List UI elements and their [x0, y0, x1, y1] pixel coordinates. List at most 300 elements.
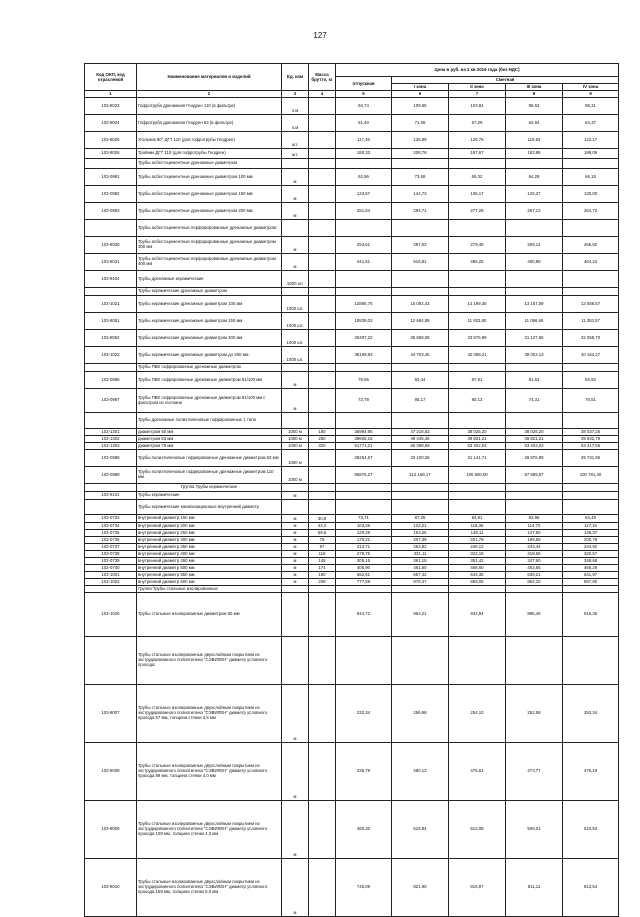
price-factory-cell: 10839,03: [336, 313, 392, 330]
price-zone3-cell: [506, 500, 563, 515]
price-factory-cell: [336, 484, 392, 492]
price-zone3-cell: 473,77: [506, 743, 563, 801]
code-cell: 103-8024: [85, 115, 137, 132]
unit-cell: м: [282, 743, 309, 801]
price-zone4-cell: 320,57: [563, 551, 619, 558]
code-cell: 103-8025: [85, 132, 137, 149]
name-cell: Тройник ДГТ 110 (для гофротрубы Геодрен): [137, 149, 282, 159]
price-zone1-cell: 66 398,59: [392, 443, 449, 450]
code-cell: 103-0733: [85, 515, 137, 523]
price-zone3-cell: [506, 413, 563, 429]
price-zone1-cell: 516,81: [392, 254, 449, 271]
code-cell: 103-0740: [85, 565, 137, 572]
mass-cell: [309, 159, 336, 169]
price-zone2-cell: 468,60: [449, 565, 506, 572]
table-row: [85, 586, 619, 593]
price-zone3-cell: 81,53: [506, 372, 563, 389]
name-cell: диаметром 75 мм: [137, 443, 282, 450]
price-factory-cell: 28264,67: [336, 450, 392, 467]
price-factory-cell: 117,46: [336, 132, 392, 149]
name-cell: Гофротруба дренажная Геодрен 110 (в фильтре): [137, 98, 282, 115]
mass-cell: [309, 801, 336, 859]
price-zone2-cell: 322,18: [449, 551, 506, 558]
table-row: [85, 288, 619, 296]
price-zone1-cell: [392, 586, 449, 593]
name-cell: Трубы керамические дренажные диаметром до 250 мм: [137, 347, 282, 364]
unit-cell: м: [282, 203, 309, 220]
code-cell: 103-8026: [85, 149, 137, 159]
price-zone2-cell: [449, 500, 506, 515]
price-zone3-cell: 64,29: [506, 169, 563, 186]
price-zone1-cell: 112 159,17: [392, 467, 449, 484]
name-cell: Трубы стальные изолированные диаметром 50 мм: [137, 593, 282, 637]
price-factory-cell: 435,79: [336, 743, 392, 801]
code-cell: 103-8007: [85, 685, 137, 743]
price-zone4-cell: 130,00: [563, 186, 619, 203]
price-zone1-cell: 15 092,43: [392, 296, 449, 313]
table-row: [85, 523, 619, 530]
price-zone4-cell: 40 154,27: [563, 347, 619, 364]
price-factory-cell: 103,26: [336, 523, 392, 530]
name-cell: Трубы ПВХ гофрированные дренажные диаметром 91/100 мм с фильтром из геоткани: [137, 389, 282, 413]
mass-cell: [309, 372, 336, 389]
price-factory-cell: [336, 288, 392, 296]
price-zone4-cell: 39 832,79: [563, 436, 619, 443]
price-zone4-cell: 64,37: [563, 115, 619, 132]
price-zone4-cell: 38 037,26: [563, 429, 619, 436]
code-cell: 103-0738: [85, 551, 137, 558]
code-cell: 103-8010: [85, 859, 137, 917]
code-cell: 103-1022: [85, 347, 137, 364]
mass-cell: [309, 237, 336, 254]
code-cell: 103-0986: [85, 372, 137, 389]
table-row: [85, 565, 619, 572]
unit-cell: м: [282, 565, 309, 572]
code-cell: 103-1002: [85, 579, 137, 586]
code-cell: 103-1302: [85, 436, 137, 443]
table-row: [85, 389, 619, 413]
price-zone1-cell: [392, 484, 449, 492]
name-cell: Трубы ПВХ гофрированные дренажные диаметром 91/100 мм: [137, 372, 282, 389]
mass-cell: 190: [309, 572, 336, 579]
price-factory-cell: 12886,76: [336, 296, 392, 313]
unit-cell: п.м: [282, 98, 309, 115]
table-row: [85, 593, 619, 637]
price-zone1-cell: 252,92: [392, 544, 449, 551]
price-zone4-cell: 813,54: [563, 859, 619, 917]
price-factory-cell: 95876,27: [336, 467, 392, 484]
price-factory-cell: 777,69: [336, 579, 392, 586]
header-factory: отпускная: [336, 77, 392, 91]
table-row: [85, 237, 619, 254]
name-cell: Трубы асбестоцементные дренажные диаметром 100 мм: [137, 169, 282, 186]
price-table: [84, 63, 619, 917]
name-cell: диаметром 50 мм: [137, 429, 282, 436]
price-zone4-cell: [563, 288, 619, 296]
mass-cell: 180: [309, 429, 336, 436]
price-factory-cell: 38199,93: [336, 347, 392, 364]
unit-cell: шт.: [282, 132, 309, 149]
price-factory-cell: [336, 413, 392, 429]
mass-cell: [309, 492, 336, 500]
name-cell: Группа Трубы стальные изолированные: [137, 586, 282, 593]
price-zone2-cell: 105 560,00: [449, 467, 506, 484]
table-row: [85, 271, 619, 288]
unit-cell: [282, 220, 309, 237]
price-factory-cell: 180,33: [336, 149, 392, 159]
mass-cell: [309, 149, 336, 159]
price-zone4-cell: [563, 271, 619, 288]
code-cell: 103-1301: [85, 429, 137, 436]
price-zone1-cell: 71,06: [392, 115, 449, 132]
price-factory-cell: 406,90: [336, 565, 392, 572]
name-cell: внутренний диаметр 400 мм: [137, 551, 282, 558]
table-row: [85, 579, 619, 586]
price-zone1-cell: 12 694,88: [392, 313, 449, 330]
unit-cell: шт.: [282, 149, 309, 159]
price-factory-cell: [336, 500, 392, 515]
unit-cell: 1000 шт: [282, 271, 309, 288]
unit-cell: п.м: [282, 115, 309, 132]
code-cell: 103-0987: [85, 389, 137, 413]
unit-cell: м: [282, 254, 309, 271]
mass-cell: 97: [309, 544, 336, 551]
mass-cell: [309, 859, 336, 917]
code-cell: [85, 220, 137, 237]
price-zone2-cell: 31 141,71: [449, 450, 506, 467]
name-cell: внутренний диаметр 500 мм: [137, 565, 282, 572]
price-factory-cell: [336, 364, 392, 372]
price-factory-cell: [336, 637, 392, 685]
unit-cell: м: [282, 186, 309, 203]
price-factory-cell: 213,71: [336, 544, 392, 551]
price-factory-cell: 51771,21: [336, 443, 392, 450]
code-cell: 103-8031: [85, 254, 137, 271]
price-zone3-cell: 119,83: [506, 132, 563, 149]
price-zone2-cell: 512,08: [449, 801, 506, 859]
table-row: [85, 572, 619, 579]
price-zone1-cell: 361,15: [392, 558, 449, 565]
mass-cell: [309, 98, 336, 115]
price-factory-cell: 72,78: [336, 389, 392, 413]
price-zone1-cell: 33 100,36: [392, 450, 449, 467]
mass-cell: [309, 500, 336, 515]
table-row: [85, 254, 619, 271]
table-row: [85, 515, 619, 523]
price-factory-cell: [336, 271, 392, 288]
price-factory-cell: 123,67: [336, 186, 392, 203]
code-cell: 103-1026: [85, 593, 137, 637]
mass-cell: [309, 330, 336, 347]
price-zone1-cell: 821,90: [392, 859, 449, 917]
table-row: [85, 500, 619, 515]
name-cell: Трубы асбестоцементные перфорированные дренажные диаметром 400 мм: [137, 254, 282, 271]
price-factory-cell: 562,61: [336, 572, 392, 579]
mass-cell: [309, 389, 336, 413]
unit-cell: м: [282, 537, 309, 544]
price-factory-cell: 253,61: [336, 237, 392, 254]
table-row: [85, 685, 619, 743]
name-cell: Трубы керамические канализационные внутренний диаметр: [137, 500, 282, 515]
price-zone4-cell: 148,37: [563, 530, 619, 537]
header-zone-4: IV зона: [563, 84, 619, 91]
table-row: [85, 530, 619, 537]
price-zone3-cell: 28 876,89: [506, 450, 563, 467]
name-cell: Трубы керамические дренажные диаметром: [137, 288, 282, 296]
price-zone3-cell: 38 026,20: [506, 429, 563, 436]
price-zone2-cell: [449, 288, 506, 296]
unit-cell: 1000 шт.: [282, 347, 309, 364]
price-zone4-cell: 475,19: [563, 743, 619, 801]
table-row: [85, 132, 619, 149]
name-cell: Угольник 90° ДГТ 110 (для гофротрубы Геодрен): [137, 132, 282, 149]
name-cell: Трубы стальные изолированные двухслойным покрытием из экструдированного полиэтилена "СЭВИЛЕН" диаметр условного прохода 108 мм, толщина стенки 4,0 мм: [137, 801, 282, 859]
price-zone3-cell: [506, 159, 563, 169]
name-cell: Гофротруба дренажная Геодрен 63 (в фильтре): [137, 115, 282, 132]
table-row: [85, 551, 619, 558]
price-zone2-cell: 486,25: [449, 254, 506, 271]
price-zone1-cell: [392, 159, 449, 169]
price-zone1-cell: [392, 220, 449, 237]
col-number: 4: [309, 91, 336, 98]
price-zone2-cell: 815,97: [449, 859, 506, 917]
price-zone1-cell: 144,73: [392, 186, 449, 203]
price-zone4-cell: 117,16: [563, 523, 619, 530]
name-cell: Трубы полиэтиленовые гофрированные дренажные диаметром 63 мм: [137, 450, 282, 467]
price-zone1-cell: [392, 500, 449, 515]
price-zone4-cell: 915,36: [563, 593, 619, 637]
header-zone-2: II зона: [449, 84, 506, 91]
price-zone2-cell: [449, 220, 506, 237]
name-cell: Трубы асбестоцементные перфорированные дренажные диаметром 300 мм: [137, 237, 282, 254]
code-cell: 103-1303: [85, 443, 137, 450]
price-zone4-cell: 99,31: [563, 98, 619, 115]
table-row: [85, 220, 619, 237]
header-unit: Ед. изм: [282, 64, 309, 91]
code-cell: [85, 413, 137, 429]
price-zone2-cell: 38 026,20: [449, 429, 506, 436]
price-zone3-cell: 252,59: [506, 685, 563, 743]
unit-cell: 1000 шт.: [282, 313, 309, 330]
price-zone1-cell: 73,68: [392, 169, 449, 186]
table-row: [85, 169, 619, 186]
price-zone3-cell: 243,44: [506, 544, 563, 551]
price-zone1-cell: 294,71: [392, 203, 449, 220]
code-cell: 103-0737: [85, 544, 137, 551]
column-number-row: [85, 91, 619, 98]
price-zone3-cell: [506, 220, 563, 237]
price-zone2-cell: [449, 492, 506, 500]
price-zone3-cell: 347,60: [506, 558, 563, 565]
unit-cell: 1000 м: [282, 450, 309, 467]
name-cell: Трубы дренажные керамические: [137, 271, 282, 288]
price-zone1-cell: 153,26: [392, 530, 449, 537]
code-cell: 103-0988: [85, 450, 137, 467]
unit-cell: м: [282, 389, 309, 413]
table-row: [85, 149, 619, 159]
code-cell: [85, 288, 137, 296]
table-row: [85, 450, 619, 467]
mass-cell: [309, 364, 336, 372]
price-zone3-cell: [506, 492, 563, 500]
name-cell: Трубы керамические дренажные диаметром 100 мм: [137, 296, 282, 313]
mass-cell: [309, 313, 336, 330]
price-zone2-cell: 39 821,21: [449, 436, 506, 443]
price-zone4-cell: [563, 500, 619, 515]
price-zone3-cell: [506, 484, 563, 492]
table-row: [85, 443, 619, 450]
price-zone2-cell: 254,10: [449, 685, 506, 743]
mass-cell: 145: [309, 558, 336, 565]
price-zone2-cell: 351,42: [449, 558, 506, 565]
price-zone4-cell: [563, 159, 619, 169]
code-cell: 103-8052: [85, 330, 137, 347]
table-row: [85, 296, 619, 313]
price-zone3-cell: 39 002,13: [506, 347, 563, 364]
table-row: [85, 186, 619, 203]
price-zone4-cell: 200,78: [563, 537, 619, 544]
price-zone1-cell: 480,13: [392, 743, 449, 801]
price-zone3-cell: 11 066,65: [506, 313, 563, 330]
name-cell: внутренний диаметр 350 мм: [137, 544, 282, 551]
header-mass: Масса брутто, кг: [309, 64, 336, 91]
price-zone1-cell: 878,47: [392, 579, 449, 586]
name-cell: Трубы стальные изолированные двухслойным покрытием из экструдированного полиэтилена "СЭВИЛЕН" диаметр условного прохода:: [137, 637, 282, 685]
name-cell: внутренний диаметр 200 мм: [137, 523, 282, 530]
mass-cell: 174: [309, 565, 336, 572]
price-zone1-cell: 297,03: [392, 237, 449, 254]
price-zone2-cell: 149,11: [449, 530, 506, 537]
price-zone4-cell: 76,51: [563, 389, 619, 413]
unit-cell: 1000 шт.: [282, 330, 309, 347]
header-zone-3: III зона: [506, 84, 563, 91]
code-cell: 103-0983: [85, 203, 137, 220]
mass-cell: [309, 450, 336, 467]
price-factory-cell: 94,74: [336, 98, 392, 115]
price-zone2-cell: 80,13: [449, 389, 506, 413]
price-zone2-cell: 932,94: [449, 593, 506, 637]
unit-cell: м: [282, 859, 309, 917]
table-row: [85, 372, 619, 389]
price-factory-cell: 73,71: [336, 515, 392, 523]
table-row: [85, 801, 619, 859]
mass-cell: [309, 271, 336, 288]
header-zone-1: I зона: [392, 84, 449, 91]
price-zone4-cell: 29 731,95: [563, 450, 619, 467]
price-zone2-cell: 201,78: [449, 537, 506, 544]
price-zone3-cell: 896,49: [506, 593, 563, 637]
table-row: [85, 413, 619, 429]
code-cell: 103-0739: [85, 558, 137, 565]
unit-cell: м: [282, 530, 309, 537]
price-zone3-cell: 257,13: [506, 203, 563, 220]
price-zone2-cell: 118,36: [449, 523, 506, 530]
price-factory-cell: 460,20: [336, 801, 392, 859]
col-number: 1: [85, 91, 137, 98]
name-cell: диаметром 63 мм: [137, 436, 282, 443]
table-row: [85, 537, 619, 544]
price-zone4-cell: 11 393,57: [563, 313, 619, 330]
price-zone3-cell: 811,11: [506, 859, 563, 917]
unit-cell: м: [282, 579, 309, 586]
name-cell: Трубы керамические: [137, 492, 282, 500]
price-factory-cell: 279,75: [336, 551, 392, 558]
code-cell: [85, 159, 137, 169]
code-cell: 103-8030: [85, 237, 137, 254]
price-zone4-cell: 510,53: [563, 801, 619, 859]
unit-cell: [282, 637, 309, 685]
price-zone4-cell: 466,29: [563, 565, 619, 572]
code-cell: [85, 637, 137, 685]
code-cell: 103-9101: [85, 492, 137, 500]
table-row: [85, 558, 619, 565]
unit-cell: [282, 586, 309, 593]
price-zone4-cell: 53 417,56: [563, 443, 619, 450]
name-cell: Группа Трубы керамические: [137, 484, 282, 492]
col-number: 6: [392, 91, 449, 98]
price-zone2-cell: 11 933,80: [449, 313, 506, 330]
price-zone2-cell: 69,32: [449, 169, 506, 186]
price-zone1-cell: [392, 492, 449, 500]
code-cell: 103-0982: [85, 186, 137, 203]
code-cell: 103-9104: [85, 271, 137, 288]
col-number: 8: [506, 91, 563, 98]
price-zone4-cell: 264,72: [563, 203, 619, 220]
price-zone4-cell: [563, 492, 619, 500]
header-price: Цена в руб. на 2 кв 2016 года (без НДС): [336, 64, 619, 77]
unit-cell: м: [282, 372, 309, 389]
price-zone3-cell: 199,59: [506, 537, 563, 544]
mass-cell: 30,9: [309, 515, 336, 523]
price-zone3-cell: [506, 586, 563, 593]
price-zone2-cell: [449, 364, 506, 372]
mass-cell: [309, 685, 336, 743]
unit-cell: [282, 364, 309, 372]
price-zone3-cell: [506, 288, 563, 296]
table-row: [85, 484, 619, 492]
price-zone3-cell: 114,70: [506, 523, 563, 530]
price-zone4-cell: 83,93: [563, 372, 619, 389]
price-zone1-cell: 49 445,46: [392, 436, 449, 443]
price-factory-cell: 79,65: [336, 372, 392, 389]
unit-cell: м: [282, 237, 309, 254]
name-cell: Трубы стальные изолированные двухслойным покрытием из экструдированного полиэтилена "СЭВИЛЕН" диаметр условного прохода 159 мм, толщина стенки 5,0 мм: [137, 859, 282, 917]
price-zone4-cell: [563, 586, 619, 593]
price-zone2-cell: 279,46: [449, 237, 506, 254]
unit-cell: м: [282, 544, 309, 551]
price-factory-cell: 30497,22: [336, 330, 392, 347]
col-number: 7: [449, 91, 506, 98]
mass-cell: [309, 467, 336, 484]
price-zone2-cell: 869,05: [449, 579, 506, 586]
price-zone2-cell: 136,17: [449, 186, 506, 203]
price-zone1-cell: 87,25: [392, 515, 449, 523]
price-zone2-cell: 277,28: [449, 203, 506, 220]
price-zone3-cell: 62,84: [506, 115, 563, 132]
mass-cell: [309, 593, 336, 637]
unit-cell: 1000 м: [282, 429, 309, 436]
price-factory-cell: [336, 586, 392, 593]
mass-cell: 250: [309, 436, 336, 443]
price-zone4-cell: 641,97: [563, 572, 619, 579]
mass-cell: 59,6: [309, 530, 336, 537]
price-zone1-cell: 481,60: [392, 565, 449, 572]
price-zone1-cell: [392, 413, 449, 429]
mass-cell: [309, 186, 336, 203]
price-zone3-cell: 318,65: [506, 551, 563, 558]
price-zone3-cell: 509,01: [506, 801, 563, 859]
col-number: 2: [137, 91, 282, 98]
